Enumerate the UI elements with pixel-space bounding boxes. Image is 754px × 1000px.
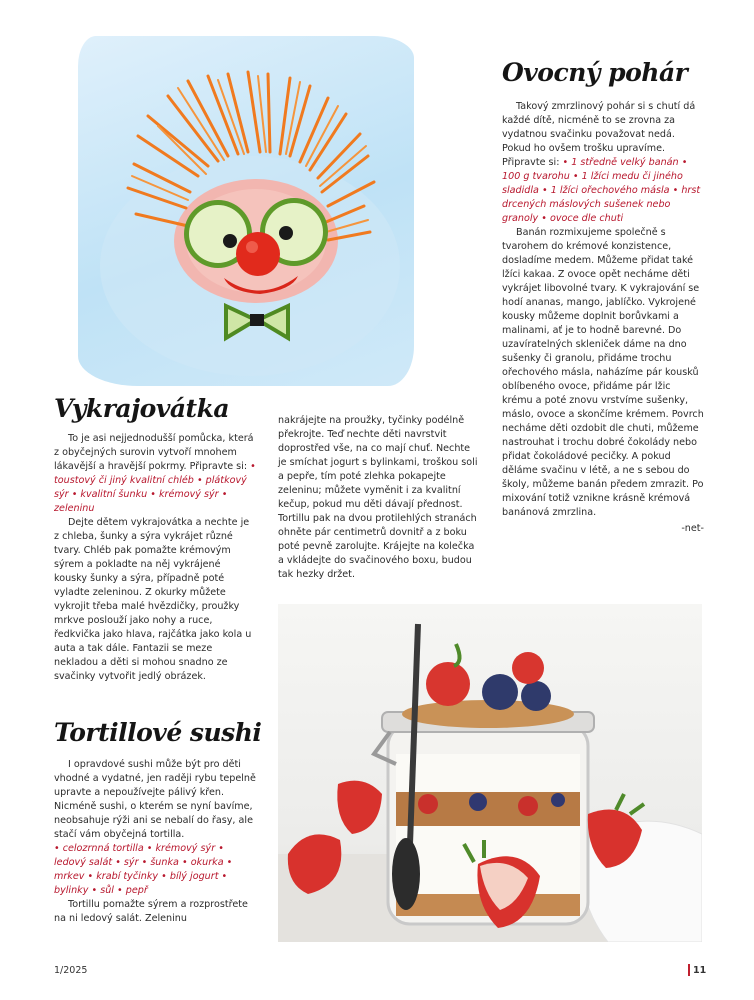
signature: -net- [681, 523, 704, 534]
tortillove-sushi-continued [278, 414, 478, 582]
ovocny-ingredients: Připravte si: • 1 středně velký banán • 100 g tvarohu • 1 lžíci medu či jiného sladidla • 1 lžíci ořechového másla • hrst drcených máslových sušenek nebo granoly • ovoce dle chuti [502, 157, 701, 224]
ingredient: 100 g tvarohu [502, 171, 570, 182]
parfait-jar-photo [278, 604, 702, 942]
ovocny-pohar-title: Ovocný pohár [502, 58, 688, 87]
clown-sandwich-photo [78, 36, 414, 386]
ovocny-pohar-body [502, 100, 704, 536]
ingredient: bílý jogurt [169, 871, 219, 882]
page-number: 11 [693, 965, 707, 976]
ingredient: krémový sýr [158, 489, 219, 500]
ingredient: plátkový sýr [54, 475, 247, 500]
ingredient: 1 středně velký banán [571, 157, 679, 168]
ingredient: krabí tyčinky [96, 871, 159, 882]
tortillove-sushi-title: Tortillové sushi [54, 718, 262, 747]
issue-number: 1/2025 [54, 965, 88, 976]
clown-sandwich-illustration [78, 36, 414, 386]
tortillove-sushi-body [54, 758, 256, 926]
ingredient: 1 lžíci medu či jiného sladidla [502, 171, 683, 196]
prepare-label: Připravte si: [189, 461, 248, 472]
ingredient: ledový salát [54, 857, 113, 868]
ingredient: bylinky [54, 885, 89, 896]
ingredient: sůl [100, 885, 114, 896]
ingredient: hrst drcených máslových sušenek nebo granoly [502, 185, 701, 224]
ingredient: ovoce dle chuti [550, 213, 624, 224]
ingredient: celozrnná tortilla [62, 843, 144, 854]
tortillove-ingredients: • celozrnná tortilla • krémový sýr • ledový salát • sýr • šunka • okurka • mrkev • krabí tyčinky • bílý jogurt • bylinky • sůl • pepř [54, 843, 233, 896]
ingredient: pepř [125, 885, 148, 896]
parfait-jar-illustration [278, 604, 702, 942]
ingredient: okurka [190, 857, 224, 868]
ovocny-method: Banán rozmixujeme společně s tvarohem do krémové konzistence, dosladíme medem. Můžeme přidat také lžíci kakaa. Z ovoce opět necháme děti vykrájet libovolné tvary. K vykrajování se hodí ananas, mango, jablíčko. Vykrojené kousky můžeme doplnit borůvkami a malinami, ať je to hodně barevné. Do uzavíratelných skleniček dáme na dno sušenky či granolu, přidáme trochu ořechového másla, naházíme pár kousků oblíbeného ovoce, přidáme pár lžic krému a poté znovu vrstvíme sušenky, máslo, ovoce a skončíme krémem. Povrch necháme děti ozdobit dle chuti, můžeme nastrouhat i trochu dobré čokolády nebo přidat čokoládové pecičky. A pokud děláme svačinu v létě, a ne s sebou do školy, můžeme banán předem zmrazit. Po mixování totiž vznikne krásně krémová banánová zmrzlina. [502, 227, 704, 518]
ingredient: šunka [150, 857, 179, 868]
ovocny-intro: Takový zmrzlinový pohár si s chutí dá každé dítě, nicméně to se zrovna za vydatnou svačinku považovat nedá. Pokud ho ovšem trošku upravíme. [502, 101, 696, 154]
ingredient: krémový sýr [155, 843, 216, 854]
page-number-divider [688, 964, 690, 976]
ingredient: 1 lžíci ořechového másla [550, 185, 670, 196]
ingredient: zeleninu [54, 503, 95, 514]
vykrajovatka-title: Vykrajovátka [54, 394, 230, 423]
vykrajovatka-body [54, 432, 256, 684]
tortillove-method-cont: nakrájejte na proužky, tyčinky podélně překrojte. Teď nechte děti navrstvit doprostřed vše, na co mají chuť. Nechte je smíchat jogurt s bylinkami, troškou soli a pepře, tím poté zlehka pokapejte zeleninu; můžete vyměnit i za kvalitní kečup, pokud mu děti dávají přednost. Tortillu pak na dvou protilehlých stranách ohněte pár centimetrů dovnitř a z boku poté pevně zarolujte. Krájejte na kolečka a vkládejte do svačinového boxu, budou tak hezky držet. [278, 415, 478, 580]
ingredient: toustový či jiný kvalitní chléb [54, 475, 194, 486]
tortillove-intro: I opravdové sushi může být pro děti vhodné a vydatné, jen raději rybu tepelně upravte a nepoužívejte pálivý křen. Nicméně sushi, o kterém se nyní bavíme, neobsahuje rýži ani se nebalí do řasy, ale stačí vám obyčejná tortilla. [54, 759, 256, 840]
prepare-label: Připravte si: [502, 157, 560, 168]
vykrajovatka-intro-text: To je asi nejjednodušší pomůcka, která z obyčejných surovin vytvoří mnohem lákavější a hravější pokrmy. [54, 433, 254, 472]
vykrajovatka-method: Dejte dětem vykrajovátka a nechte je z chleba, šunky a sýra vykrájet různé tvary. Chléb pak pomažte krémovým sýrem a pokladte na něj vykrájené kousky šunky a sýra, případně poté vyladte zeleninou. Z okurky můžete vykrojit třeba malé hvězdičky, proužky mrkve poslouží jako nohy a ruce, ředkvička jako hlava, rajčátka jako kola u auta a tak dále. Fantazii se meze nekladou a děti si mohou snadno ze svačinky vytvořit jedlý obrázek. [54, 517, 252, 682]
ingredient: kvalitní šunku [80, 489, 148, 500]
ingredient: sýr [123, 857, 139, 868]
vykrajovatka-intro: To je asi nejjednodušší pomůcka, která z obyčejných surovin vytvoří mnohem lákavější a hravější pokrmy. Připravte si: • toustový či jiný kvalitní chléb • plátkový sýr • kvalitní šunku • krémový sýr • zeleninu [54, 433, 256, 514]
tortillove-method-start: Tortillu pomažte sýrem a rozprostřete na ni ledový salát. Zeleninu [54, 899, 248, 924]
ingredient: mrkev [54, 871, 85, 882]
